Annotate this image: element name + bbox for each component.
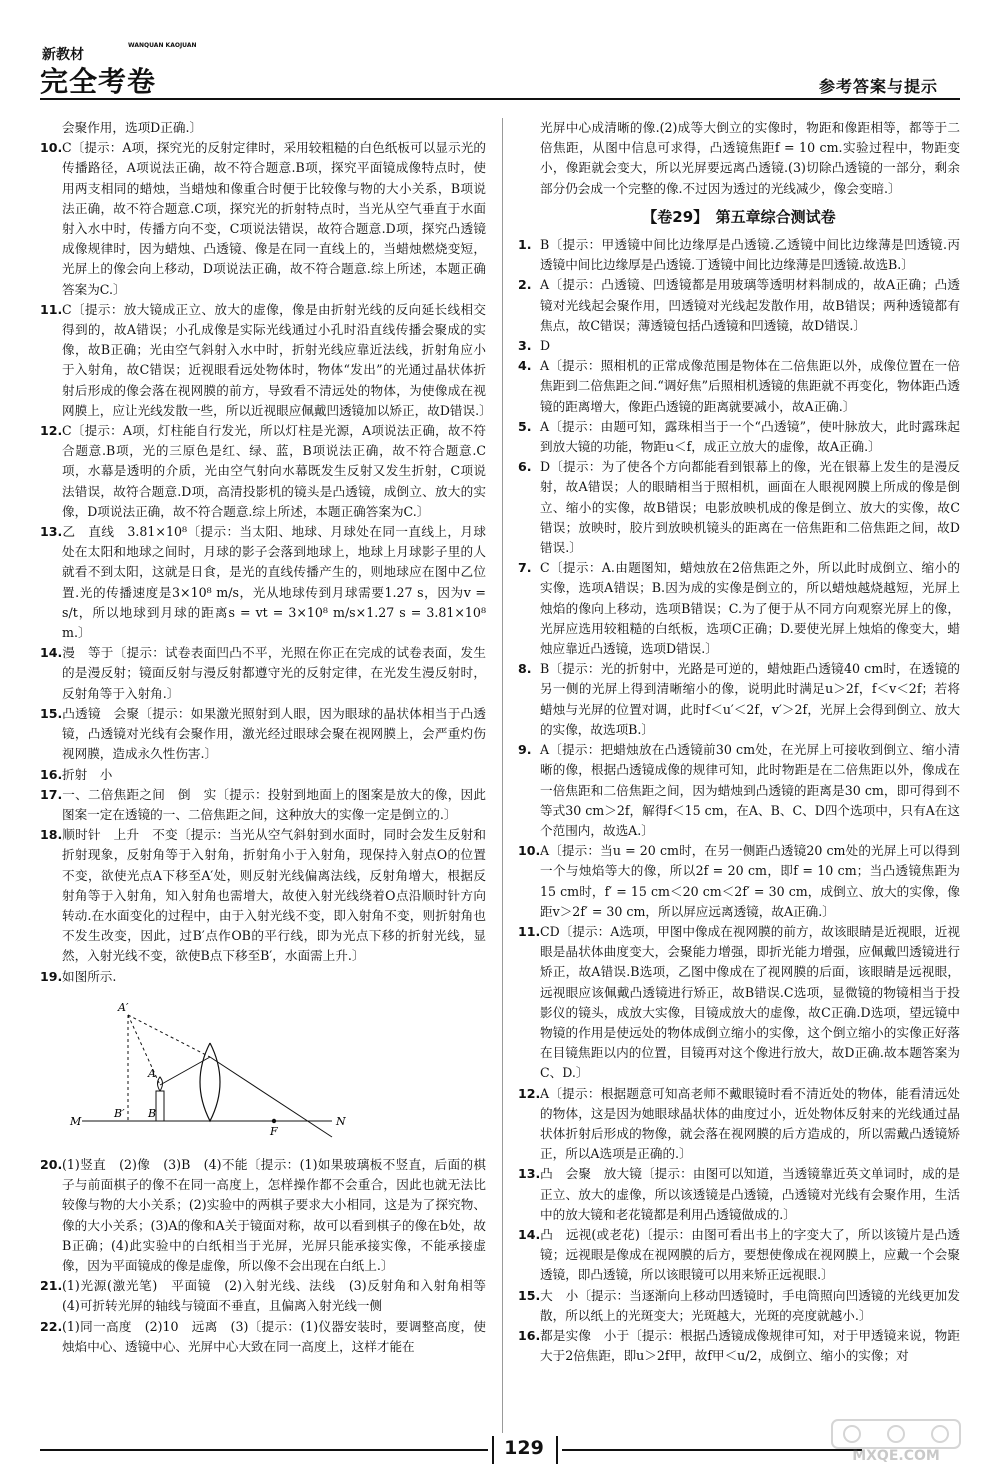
right-answer-2: [518, 275, 960, 336]
question-number: 11.: [518, 923, 541, 939]
label-a-prime: A′: [118, 1000, 129, 1014]
question-number: 12.: [40, 423, 63, 439]
right-answer-cont: [518, 118, 960, 199]
question-number: 17.: [40, 786, 63, 802]
left-answer-14: [40, 643, 486, 704]
right-answer-13: [518, 1164, 960, 1225]
right-answer-12: [518, 1084, 960, 1165]
question-number: 11.: [40, 301, 63, 317]
label-b: B: [148, 1106, 157, 1120]
answer-text: A〔提示：照相机的正常成像范围是物体在二倍焦距以外，成像位置在一倍焦距到二倍焦距之间.“调好焦”后照相机透镜的焦距就不再变化，物体距凸透镜的距离增大，像距凸透镜的距离就要减小，故A正确.〕: [540, 358, 960, 414]
question-number: 18.: [40, 827, 63, 843]
question-number: 12.: [518, 1085, 541, 1101]
answer-text: C〔提示：A项，探究光的反射定律时，采用较粗糙的白色纸板可以显示光的传播路径，A项说法正确，故不符合题意.B项，探究平面镜成像特点时，使用两支相同的蜡烛，当蜡烛和像重合时便于比较像与物的大小关系，B项说法正确，故不符合题意.C项，探究光的折射特点时，当光从空气垂直于水面射入水中时，传播方向不变，C项说法错误，故符合题意.D项，探究凸透镜成像规律时，因为蜡烛、凸透镜、像是在同一直线上的，当蜡烛燃烧变短，光屏上的像会向上移动，D项说法正确，故不符合题意.综上所述，本题正确答案为C.〕: [62, 140, 486, 297]
watermark-text: MXQE.COM: [852, 1448, 940, 1464]
left-answer-15: [40, 704, 486, 765]
brand-title: 完全考卷: [40, 65, 157, 98]
column-divider: [502, 118, 503, 1433]
answer-text: 顺时针 上升 不变〔提示：当光从空气斜射到水面时，同时会发生反射和折射现象，反射角等于入射角，折射角小于入射角，现保持入射点O的位置不变，欲使光点A下移至A′处，则反射光线偏离法线，反射角增大，根据反射角等于入射角，知入射角也需增大，故使入射光线绕着O点沿顺时针方向转动.在水面变化的过程中，由于入射光线不变，即入射角不变，则折射角也不发生改变，因此，过B′点作OB的平行线，即为光点下移的折射光线，显然，入射光线不变，欲使B点下移至B′，水面需上升.〕: [62, 827, 486, 964]
optics-diagram: [62, 993, 362, 1143]
question-number: 13.: [40, 524, 63, 540]
left-answer-12: [40, 421, 486, 522]
right-answer-5: [518, 417, 960, 457]
answer-text: 如图所示.: [62, 968, 117, 984]
brand-subtitle: 新教材: [42, 47, 84, 63]
right-answer-11: [518, 922, 960, 1084]
question-number: 6.: [518, 459, 532, 475]
left-answer-21: [40, 1276, 499, 1316]
question-number: 10.: [518, 843, 541, 859]
right-answer-16: [518, 1326, 960, 1366]
question-number: 20.: [40, 1156, 63, 1172]
answer-text: (1)同一高度 (2)10 远离 (3)〔提示：(1)仪器安装时，要调整高度，使烛焰中心、透镜中心、光屏中心大致在同一高度上，这样才能在: [62, 1318, 486, 1354]
watermark-logo: [826, 1418, 966, 1470]
left-answer-13: [40, 522, 486, 643]
question-number: 4.: [518, 358, 532, 374]
page-number-bar-right: [556, 1436, 558, 1464]
answer-text: A〔提示：把蜡烛放在凸透镜前30 cm处，在光屏上可接收到倒立、缩小清晰的像，根据凸透镜成像的规律可知，此时物距是在二倍焦距以外，像成在一倍焦距和二倍焦距之间，因为蜡烛到凸透镜的距离是30 cm，即可得到不等式30 cm＞2f，解得f＜15 cm，在A、B、C、D四个选项中，只有A在这个范围内，故选A.〕: [540, 742, 960, 838]
question-number: 16.: [518, 1327, 541, 1343]
question-number: 16.: [40, 766, 63, 782]
question-number: 13.: [518, 1166, 541, 1182]
answer-text: A〔提示：根据题意可知高老师不戴眼镜时看不清近处的物体，能看清远处的物体，这是因为她眼球晶状体的曲度过小，近处物体反射来的光线通过晶状体折射后形成的物像，就会落在视网膜的后方造成的，所以需戴凸透镜矫正，所以A选项是正确的.〕: [540, 1085, 960, 1162]
left-answer-cont: [40, 118, 486, 138]
candle-body: [156, 1091, 164, 1121]
answer-text: 凸 会聚 放大镜〔提示：由图可以知道，当透镜靠近英文单词时，成的是正立、放大的虚像，所以该透镜是凸透镜，凸透镜对光线有会聚作用，生活中的放大镜和老花镜都是利用凸透镜做成的.〕: [540, 1166, 960, 1222]
answer-text: 光屏中心成清晰的像.(2)成等大倒立的实像时，物距和像距相等，都等于二倍焦距，从图中信息可求得，凸透镜焦距f = 10 cm.实验过程中，物距变小，像距就会变大，所以光屏要远离凸透镜.(3)切除凸透镜的一部分，剩余部分仍会成一个完整的像.不过因为透过的光线减少，像会变暗.〕: [540, 120, 960, 196]
left-answer-16: [40, 765, 486, 785]
footer-rule-right: [562, 1449, 862, 1451]
footer-rule-left: [40, 1449, 488, 1451]
left-answer-20: [40, 1155, 486, 1276]
answer-text: A〔提示：当u = 20 cm时，在另一侧距凸透镜20 cm处的光屏上可以得到一个与烛焰等大的像，所以2f = 20 cm，即f = 10 cm；当凸透镜焦距为15 cm时，f′ = 15 cm＜20 cm＜2f′ = 30 cm，成倒立、放大的实像，像距v＞2f′ = 30 cm，所以屏应远离透镜，故A正确.〕: [540, 843, 960, 919]
right-answer-1: [518, 235, 960, 275]
question-number: 14.: [40, 645, 63, 661]
page-footer: [40, 1436, 960, 1466]
question-number: 21.: [40, 1278, 63, 1294]
incident-ray: [160, 1057, 210, 1085]
right-answer-3: [518, 336, 960, 356]
answer-text: C〔提示：A.由题图知，蜡烛放在2倍焦距之外，所以此时成倒立、缩小的实像，选项A错误；B.因为成的实像是倒立的，所以蜡烛越烧越短，光屏上烛焰的像向上移动，选项B错误；C.为了便于从不同方向观察光屏上的像，光屏应选用较粗糙的白纸板，选项C正确；D.要使光屏上烛焰的像变大，蜡烛应靠近凸透镜，选项D错误.〕: [540, 560, 960, 657]
answer-text: 一、二倍焦距之间 倒 实〔提示：投射到地面上的图案是放大的像，因此图案一定在透镜的一、二倍焦距之间，这种放大的实像一定是倒立的.〕: [62, 786, 486, 822]
answer-text: 折射 小: [62, 766, 113, 782]
watermark-stamp-icon: [826, 1418, 966, 1450]
question-number: 9.: [518, 742, 532, 758]
question-number: 7.: [518, 560, 532, 576]
question-number: 8.: [518, 661, 532, 677]
label-f: F: [270, 1124, 278, 1138]
section-header-title: 参考答案与提示: [818, 77, 938, 96]
left-answer-10: [40, 138, 486, 300]
question-number: 3.: [518, 338, 532, 354]
left-answer-11: [40, 300, 492, 421]
answer-text: A〔提示：由题可知，露珠相当于一个“凸透镜”，使叶脉放大，此时露珠起到放大镜的功能，物距u＜f，成正立放大的虚像，故A正确.〕: [540, 418, 960, 455]
answer-text: A〔提示：凸透镜、凹透镜都是用玻璃等透明材料制成的，故A正确；凸透镜对光线起会聚作用，凹透镜对光线起发散作用，故B错误；两种透镜都有焦点，故C错误；薄透镜包括凸透镜和凹透镜，故D错误.〕: [540, 277, 960, 333]
answer-text: C〔提示：A项，灯柱能自行发光，所以灯柱是光源，A项说法正确，故不符合题意.B项，光的三原色是红、绿、蓝，B项说法正确，故不符合题意.C项，水幕是透明的介质，光由空气射向水幕既发生反射又发生折射，C项说法错误，故符合题意.D项，高清投影机的镜头是凸透镜，成倒立、放大的实像，D项说法正确，故不符合题意.综上所述，本题正确答案为C.〕: [62, 423, 486, 519]
question-number: 5.: [518, 418, 532, 434]
right-answer-14: [518, 1225, 960, 1286]
answer-text: (1)光源(激光笔) 平面镜 (2)入射光线、法线 (3)反射角和入射角相等 (4)可折转光屏的轴线与镜面不垂直，且偏离入射光线一侧: [62, 1278, 499, 1314]
label-m: M: [70, 1114, 82, 1128]
question-number: 15.: [518, 1287, 541, 1303]
brand-pinyin: WANQUAN KAOJUAN: [128, 42, 197, 49]
header-divider: [40, 98, 960, 100]
answer-text: 大 小〔提示：当逐渐向上移动凹透镜时，手电筒照向凹透镜的光线更加发散，所以纸上的光斑变大；光斑越大，光斑的亮度就越小.〕: [540, 1287, 960, 1323]
question-number: 22.: [40, 1318, 63, 1334]
right-answer-10: [518, 841, 960, 922]
answer-text: B〔提示：光的折射中，光路是可逆的，蜡烛距凸透镜40 cm时，在透镜的另一侧的光屏上得到清晰缩小的像，说明此时满足u＞2f，f＜v＜2f；若将蜡烛与光屏的位置对调，此时f＜u′＜2f，v′＞2f，光屏上会得到倒立、放大的实像，故选项B.〕: [540, 661, 960, 737]
label-b-prime: B′: [114, 1106, 125, 1120]
answer-text: CD〔提示：A选项，甲图中像成在视网膜的前方，故该眼睛是近视眼，近视眼是晶状体曲度变大，会聚能力增强，即折光能力增强，应佩戴凹透镜进行矫正，故A错误.B选项，乙图中像成在了视网膜的后面，该眼睛是远视眼，远视眼应该佩戴凸透镜进行矫正，故B错误.C选项，显微镜的物镜相当于投影仪的镜头，成放大实像，目镜成放大的虚像，故C正确.D选项，望远镜中物镜的作用是使远处的物体成倒立缩小的实像，这个倒立缩小的实像正好落在目镜焦距以内的位置，目镜再对这个像进行放大，故D正确.故本题答案为C、D.〕: [540, 923, 960, 1081]
label-n: N: [336, 1114, 346, 1128]
question-number: 14.: [518, 1226, 541, 1242]
focus-point: [272, 1119, 276, 1123]
right-column: [518, 118, 960, 1366]
question-number: 1.: [518, 237, 532, 253]
right-answer-4: [518, 356, 960, 417]
left-answer-22: [40, 1317, 486, 1357]
answer-text: 漫 等于〔提示：试卷表面凹凸不平，光照在你正在完成的试卷表面，发生的是漫反射；镜面反射与漫反射都遵守光的反射定律，在光发生漫反射时，反射角等于入射角.〕: [62, 645, 486, 701]
right-answer-8: [518, 659, 960, 740]
answer-text: D〔提示：为了使各个方向都能看到银幕上的像，光在银幕上发生的是漫反射，故A错误；人的眼睛相当于照相机，画面在人眼视网膜上所成的像是倒立、缩小的实像，故B错误；电影放映机成的像是倒立、放大的实像，故C错误；放映时，胶片到放映机镜头的距离在一倍焦距和二倍焦距之间，故D错误.〕: [540, 459, 960, 556]
question-number: 15.: [40, 705, 63, 721]
right-answer-6: [518, 457, 960, 558]
page-number: 129: [504, 1437, 544, 1459]
answer-text: B〔提示：甲透镜中间比边缘厚是凸透镜.乙透镜中间比边缘薄是凹透镜.丙透镜中间比边缘厚是凸透镜.丁透镜中间比边缘薄是凹透镜.故选B.〕: [540, 237, 960, 273]
answer-text: 都是实像 小于〔提示：根据凸透镜成像规律可知，对于甲透镜来说，物距大于2倍焦距，即u＞2f甲，故f甲＜u/2，成倒立、缩小的实像；对: [540, 1327, 960, 1364]
answer-text: 会聚作用，选项D正确.〕: [62, 120, 203, 135]
right-answer-9: [518, 740, 960, 841]
page-header: [40, 40, 960, 100]
question-number: 19.: [40, 968, 63, 984]
answer-text: 凸 远视(或老花)〔提示：由图可看出书上的字变大了，所以该镜片是凸透镜；远视眼是像成在视网膜的后方，要想使像成在视网膜上，应戴一个会聚透镜，即凸透镜，所以该眼镜可以用来矫正远视眼.〕: [540, 1226, 960, 1283]
answer-text: 凸透镜 会聚〔提示：如果激光照射到人眼，因为眼球的晶状体相当于凸透镜，凸透镜对光线有会聚作用，激光经过眼球会聚在视网膜上，会严重灼伤视网膜，造成永久性伤害.〕: [62, 705, 486, 762]
question-number: 10.: [40, 140, 63, 156]
answer-text: (1)竖直 (2)像 (3)B (4)不能〔提示：(1)如果玻璃板不竖直，后面的棋子与前面棋子的像不在同一高度上，怎样操作都不会重合，因此也就无法比较像与物的大小关系；(2)实验中的两棋子要求大小相同，这是为了探究物、像的大小关系；(3)A的像和A关于镜面对称，故可以看到棋子的像在b处，故B正确；(4)此实验中的白纸相当于光屏，光屏只能承接实像，不能承接虚像，因为平面镜成的像是虚像，所以像不会出现在白纸上.〕: [62, 1156, 486, 1273]
section-title: 【卷29】 第五章综合测试卷: [642, 207, 836, 226]
question-number: 2.: [518, 277, 532, 293]
answer-text: C〔提示：放大镜成正立、放大的虚像，像是由折射光线的反向延长线相交得到的，故A错误；小孔成像是实际光线通过小孔时沿直线传播会聚成的实像，故B正确；光由空气斜射入水中时，折射光线应靠近法线，折射角应小于入射角，故C错误；近视眼看远处物体时，物体“发出”的光通过晶状体折射后形成的像会落在视网膜的前方，导致看不清远处的物体，为使像成在视网膜上，应让光线发散一些，所以近视眼应佩戴凹透镜加以矫正，故D错误.〕: [62, 301, 492, 418]
right-answer-7: [518, 558, 960, 659]
left-column: [40, 118, 499, 1357]
left-answer-18: [40, 825, 486, 966]
ray-extension-2: [128, 1015, 210, 1057]
answer-text: 乙 直线 3.81×10⁸〔提示：当太阳、地球、月球处在同一直线上，月球处在太阳和地球之间时，月球的影子会落到地球上，地球上月球影子里的人就看不到太阳，这就是日食，是光的直线传播产生的，则地球应在图中乙位置.光的传播速度是3×10⁸ m/s，光从地球传到月球需要1.27 s，因为v = s/t，所以地球到月球的距离s = vt = 3×10⁸ m/s×1.27 s = 3.81×10⁸ m.〕: [62, 524, 486, 641]
left-answer-19: [40, 967, 486, 987]
right-answer-15: [518, 1286, 960, 1326]
left-answer-17: [40, 785, 486, 825]
label-a: A: [148, 1066, 156, 1080]
answer-text: D: [540, 338, 551, 354]
convex-lens: [200, 1043, 220, 1121]
